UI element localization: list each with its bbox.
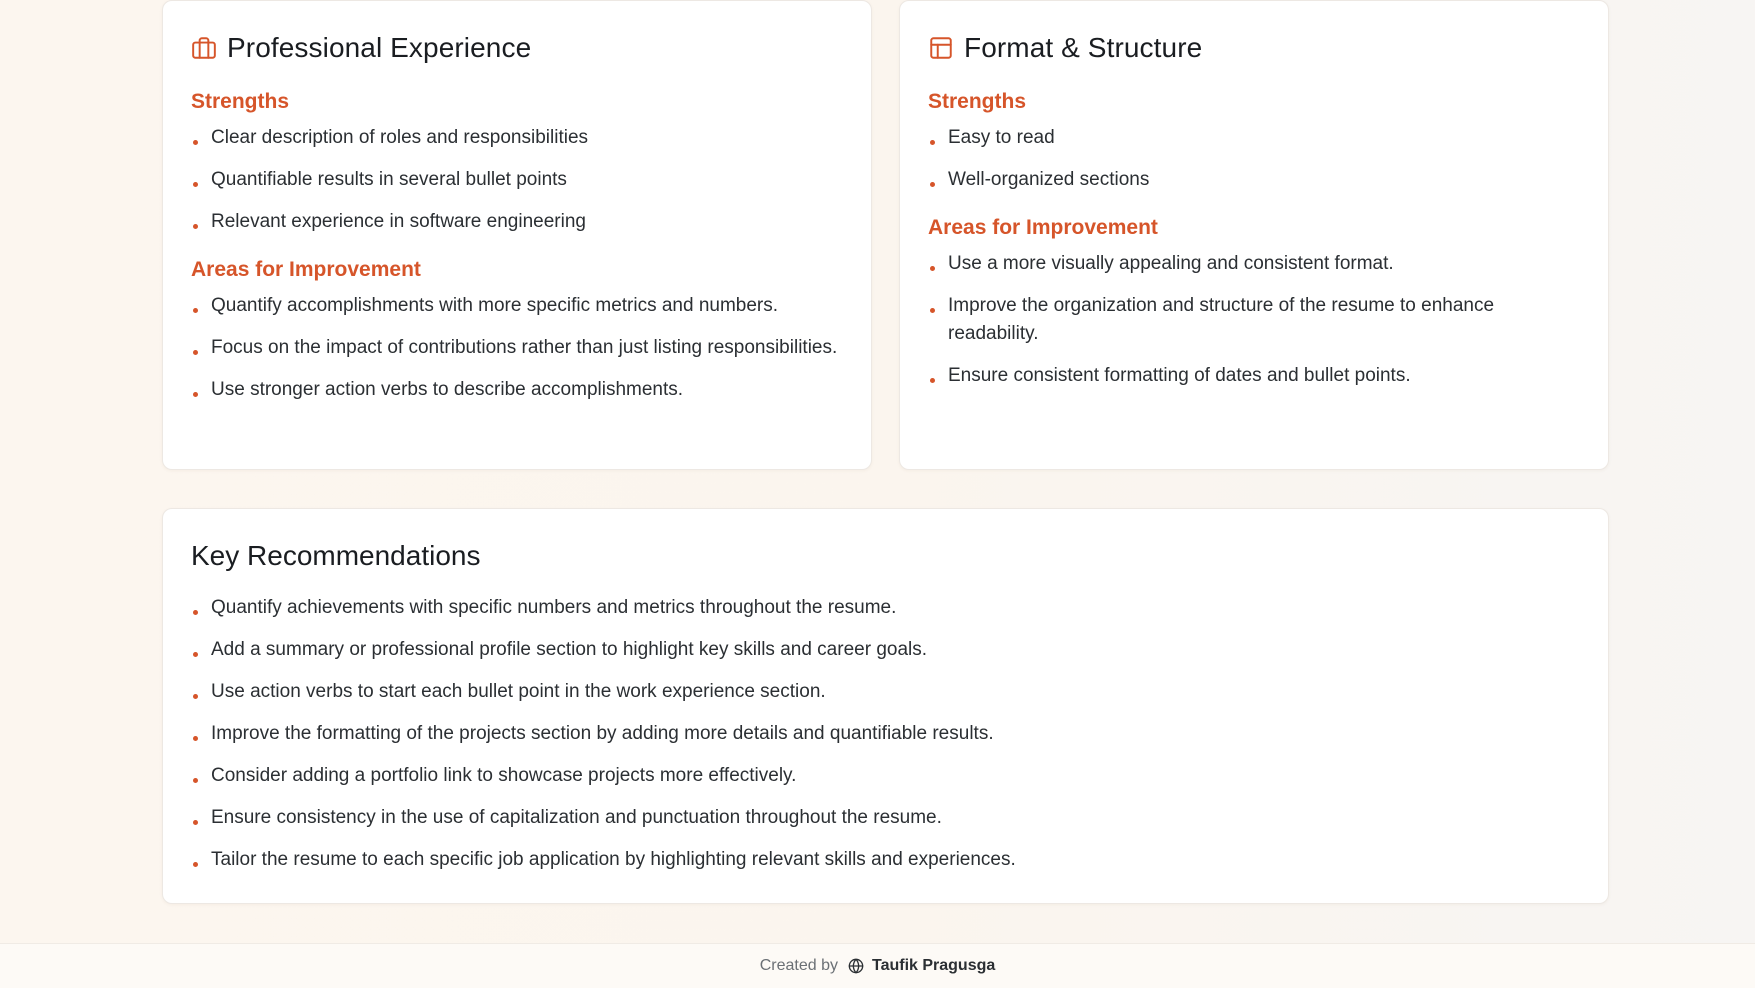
- format-structure-header: [928, 32, 1580, 64]
- layout-icon: [928, 35, 954, 61]
- footer: [0, 943, 1755, 988]
- strengths-list: [191, 124, 843, 236]
- bullet-dot: [193, 392, 198, 397]
- list-item: Ensure consistent formatting of dates and bullet points.: [928, 362, 1580, 390]
- list-item: Quantifiable results in several bullet points: [191, 166, 843, 194]
- bullet-dot: [193, 652, 198, 657]
- bullet-dot: [930, 266, 935, 271]
- format-structure-card: [899, 0, 1609, 470]
- list-item: Relevant experience in software engineering: [191, 208, 843, 236]
- professional-experience-card: [162, 0, 872, 470]
- bullet-dot: [193, 182, 198, 187]
- bullet-dot: [193, 736, 198, 741]
- list-item: Improve the formatting of the projects section by adding more details and quantifiable results.: [191, 720, 1580, 748]
- improvement-heading: Areas for Improvement: [191, 258, 421, 281]
- bullet-dot: [930, 140, 935, 145]
- bullet-dot: [193, 778, 198, 783]
- bullet-dot: [930, 378, 935, 383]
- bullet-dot: [930, 308, 935, 313]
- format-structure-title: Format & Structure: [964, 32, 1203, 63]
- list-item: Use a more visually appealing and consistent format.: [928, 250, 1580, 278]
- globe-icon: [848, 958, 864, 974]
- list-item: Improve the organization and structure of the resume to enhance readability.: [928, 292, 1580, 348]
- bullet-dot: [193, 610, 198, 615]
- bullet-dot: [193, 862, 198, 867]
- bullet-dot: [193, 820, 198, 825]
- list-item: Ensure consistency in the use of capitalization and punctuation throughout the resume.: [191, 804, 1580, 832]
- strengths-list: [928, 124, 1580, 194]
- list-item: Focus on the impact of contributions rather than just listing responsibilities.: [191, 334, 843, 362]
- bullet-dot: [193, 308, 198, 313]
- strengths-heading: Strengths: [191, 90, 290, 113]
- bullet-dot: [193, 224, 198, 229]
- author-link[interactable]: [848, 957, 995, 975]
- briefcase-icon: [191, 35, 217, 61]
- list-item: Quantify accomplishments with more specific metrics and numbers.: [191, 292, 843, 320]
- professional-experience-header: [191, 32, 843, 64]
- created-by-label: Created by: [759, 957, 838, 974]
- list-item: Easy to read: [928, 124, 1580, 152]
- bullet-dot: [930, 182, 935, 187]
- improvement-list: [928, 250, 1580, 390]
- bullet-dot: [193, 140, 198, 145]
- strengths-heading: Strengths: [928, 90, 1027, 113]
- recommendations-list: [191, 594, 1580, 874]
- list-item: Use stronger action verbs to describe accomplishments.: [191, 376, 843, 404]
- improvement-heading: Areas for Improvement: [928, 216, 1158, 239]
- key-recommendations-title: Key Recommendations: [191, 540, 481, 571]
- list-item: Clear description of roles and responsibilities: [191, 124, 843, 152]
- bullet-dot: [193, 694, 198, 699]
- list-item: Add a summary or professional profile section to highlight key skills and career goals.: [191, 636, 1580, 664]
- list-item: Use action verbs to start each bullet point in the work experience section.: [191, 678, 1580, 706]
- professional-experience-title: Professional Experience: [227, 32, 532, 63]
- author-name: Taufik Pragusga: [871, 957, 996, 974]
- list-item: Quantify achievements with specific numbers and metrics throughout the resume.: [191, 594, 1580, 622]
- list-item: Tailor the resume to each specific job application by highlighting relevant skills and experiences.: [191, 846, 1580, 874]
- improvement-list: [191, 292, 843, 404]
- list-item: Well-organized sections: [928, 166, 1580, 194]
- key-recommendations-card: [162, 508, 1609, 904]
- list-item: Consider adding a portfolio link to showcase projects more effectively.: [191, 762, 1580, 790]
- bullet-dot: [193, 350, 198, 355]
